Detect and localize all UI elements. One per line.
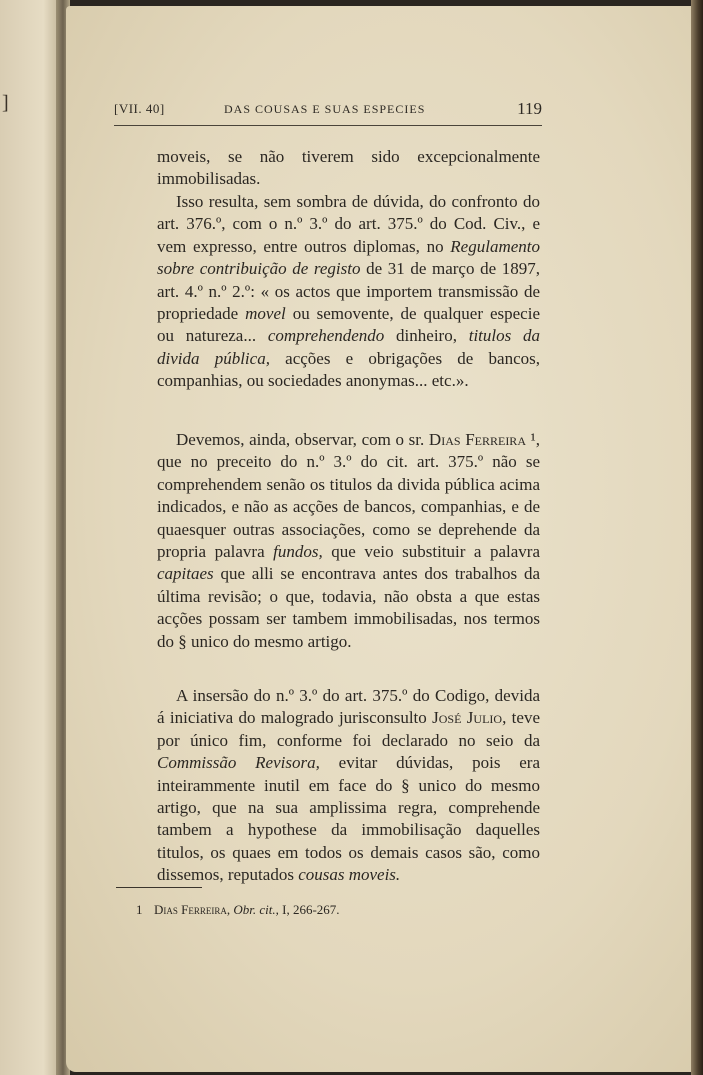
text-run: de 31 de março de 1897, art. 4.º n.º 2.º: « os actos que importem transmissão de propriedade: [157, 259, 540, 324]
italic-run: movel: [245, 304, 286, 324]
footnote-rule: [116, 887, 202, 888]
text-run: Devemos, ainda, observar, com o sr.: [176, 430, 429, 449]
italic-run: capitaes: [157, 564, 214, 584]
italic-run: comprehendendo: [267, 326, 385, 346]
footnote: [136, 902, 340, 918]
footnote-author: Dias Ferreira,: [154, 902, 231, 917]
page-header: [114, 99, 542, 121]
text-run: ¹, que no preceito do n.º 3.º do cit. art. 375.º não se comprehendem senão os titulos da divida pública acima indicados, e não as acções de bancos, companhias, e de quaesquer outras associações, como se deprehende da propria palavra: [157, 430, 540, 562]
italic-run: cousas moveis.: [298, 865, 401, 885]
footnote-ref: I, 266-267.: [282, 902, 340, 917]
italic-run: Commissão Revisora,: [157, 753, 320, 773]
page-edge-shadow: [691, 0, 703, 1075]
footnote-mark: 1: [136, 902, 143, 917]
italic-run: Regulamento sobre contribuição de registo: [157, 236, 540, 279]
text-run: , teve por único fim, conforme foi declarado no seio da: [157, 708, 540, 750]
section-reference: [VII. 40]: [114, 101, 165, 116]
text-run: que veio substituir a palavra: [322, 542, 540, 562]
text-run: ou semovente, de qualquer especie ou natureza...: [157, 304, 540, 346]
text-run: moveis, se não tiverem sido excepcionalmente immobilisadas.: [157, 147, 540, 189]
facing-page-bracket: ]: [2, 92, 9, 114]
paragraph-3: [157, 429, 540, 653]
text-run: Isso resulta, sem sombra de dúvida, do confronto do art. 376.º, com o n.º 3.º do art. 375.º do Cod. Civ., e vem expresso, entre outros diplomas, no: [157, 192, 540, 256]
page-number: 119: [517, 99, 542, 118]
text-run: que alli se encontrava antes dos trabalhos da última revisão; o que, todavia, não obsta a que estas acções possam ser tambem immobilisadas, nos termos do § unico do mesmo artigo.: [157, 564, 540, 651]
text-run: acções e obrigações de bancos, companhias, ou sociedades anonymas... etc.».: [157, 348, 541, 391]
small-caps-name: Dias Ferreira: [428, 430, 526, 449]
paragraph-4: [157, 685, 540, 887]
text-run: dinheiro,: [384, 326, 469, 346]
small-caps-name: José Julio: [432, 708, 503, 728]
italic-run: fundos,: [273, 542, 323, 562]
italic-run: titulos da divida pública,: [157, 326, 540, 368]
text-run: A insersão do n.º 3.º do art. 375.º do Codigo, devida á iniciativa do malogrado jurisconsulto: [157, 686, 540, 728]
running-title: DAS COUSAS E SUAS ESPECIES: [224, 102, 426, 116]
header-rule: [114, 125, 542, 126]
facing-page-edge: [0, 0, 62, 1075]
paragraph-2: [157, 191, 540, 393]
footnote-work: Obr. cit.,: [233, 902, 279, 917]
text-run: evitar dúvidas, pois era inteirammente inutil em face do § unico do mesmo artigo, que na sua amplissima regra, comprehende tambem a hypothese da immobilisação daquelles titulos, os quaes em todos os demais casos são, como dissemos, reputados: [157, 753, 540, 885]
paragraph-1: [157, 146, 540, 191]
